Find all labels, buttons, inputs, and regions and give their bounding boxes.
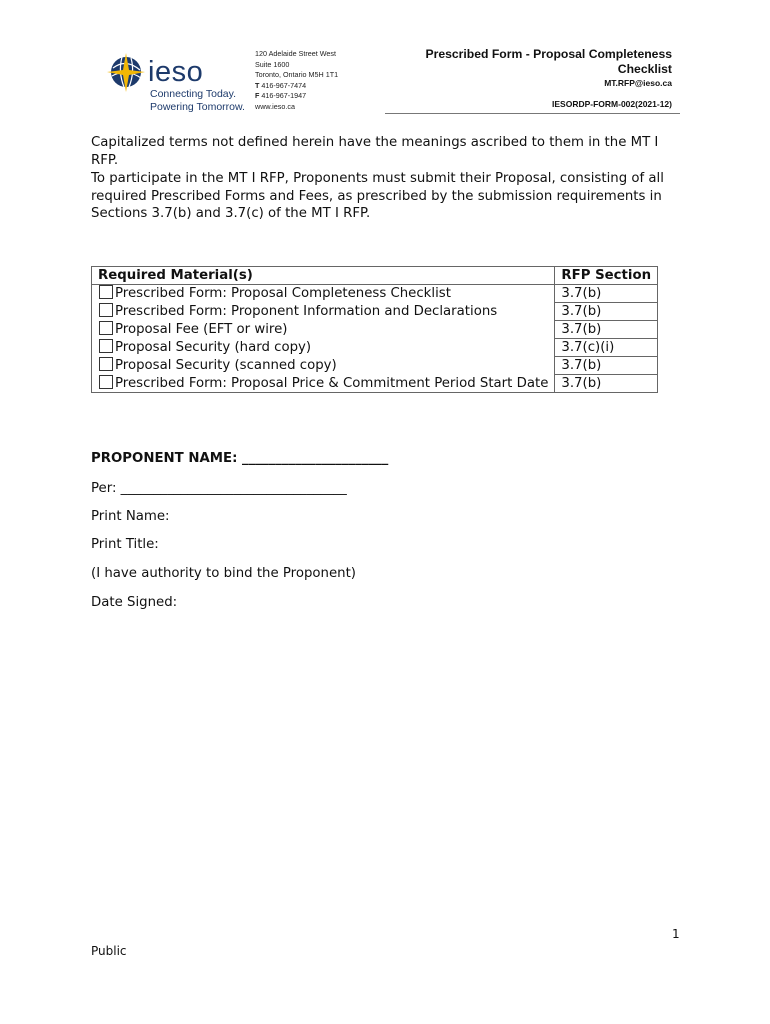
section-cell: 3.7(b) bbox=[555, 357, 658, 375]
checkbox-icon[interactable] bbox=[99, 303, 113, 317]
page-number: 1 bbox=[672, 927, 680, 941]
material-cell bbox=[92, 303, 555, 321]
material-column-header: Required Material(s) bbox=[92, 267, 555, 285]
ieso-logo-icon bbox=[104, 48, 150, 94]
table-row bbox=[92, 339, 658, 357]
material-label: Proposal Security (hard copy) bbox=[115, 340, 312, 355]
intro-paragraph-1: Capitalized terms not defined herein have the meanings ascribed to them in the MT I RFP. bbox=[91, 135, 659, 168]
checkbox-icon[interactable] bbox=[99, 375, 113, 389]
table-header-row bbox=[92, 267, 658, 285]
checkbox-icon[interactable] bbox=[99, 285, 113, 299]
material-label: Prescribed Form: Proposal Price & Commitment Period Start Date bbox=[115, 375, 549, 391]
checkbox-icon[interactable] bbox=[99, 357, 113, 371]
address-block bbox=[255, 49, 338, 113]
table-row bbox=[92, 357, 658, 375]
per-signature-field[interactable]: Per: __________________________________ bbox=[91, 481, 347, 496]
table-row bbox=[92, 321, 658, 339]
date-signed-field[interactable]: Date Signed: bbox=[91, 595, 178, 610]
section-cell: 3.7(b) bbox=[555, 285, 658, 303]
fax-label: F bbox=[255, 91, 260, 101]
material-label: Prescribed Form: Proposal Completeness Checklist bbox=[115, 286, 451, 302]
section-cell: 3.7(b) bbox=[555, 375, 658, 393]
ieso-logo bbox=[104, 48, 252, 114]
material-label: Proposal Security (scanned copy) bbox=[115, 358, 337, 373]
phone-label: T bbox=[255, 80, 260, 90]
form-code: IESORDP-FORM-002(2021-12) bbox=[552, 99, 672, 109]
tagline-line-1: Connecting Today. bbox=[150, 88, 237, 100]
print-name-field[interactable]: Print Name: bbox=[91, 509, 170, 524]
material-label: Proposal Fee (EFT or wire) bbox=[115, 322, 288, 337]
proponent-name-field[interactable]: PROPONENT NAME: ______________________ bbox=[91, 451, 389, 466]
address-suite: Suite 1600 bbox=[255, 59, 290, 69]
section-column-header: RFP Section bbox=[555, 267, 658, 285]
print-title-field[interactable]: Print Title: bbox=[91, 537, 159, 552]
table-row bbox=[92, 375, 658, 393]
address-fax bbox=[255, 91, 338, 102]
section-cell: 3.7(b) bbox=[555, 321, 658, 339]
contact-email[interactable]: MT.RFP@ieso.ca bbox=[604, 78, 672, 88]
phone-number: 416-967-7474 bbox=[261, 80, 307, 90]
checkbox-icon[interactable] bbox=[99, 339, 113, 353]
tagline-line-2: Powering Tomorrow. bbox=[150, 101, 245, 113]
section-cell: 3.7(c)(i) bbox=[555, 339, 658, 357]
material-label: Prescribed Form: Proponent Information and Declarations bbox=[115, 304, 498, 319]
authority-statement: (I have authority to bind the Proponent) bbox=[91, 566, 356, 581]
material-cell bbox=[92, 375, 555, 393]
address-city: Toronto, Ontario M5H 1T1 bbox=[255, 70, 339, 80]
section-cell: 3.7(b) bbox=[555, 303, 658, 321]
material-cell bbox=[92, 339, 555, 357]
form-title: Prescribed Form - Proposal Completeness Checklist bbox=[425, 47, 672, 76]
address-web[interactable]: www.ieso.ca bbox=[255, 101, 295, 111]
address-street: 120 Adelaide Street West bbox=[255, 49, 336, 58]
header-divider bbox=[385, 113, 680, 114]
classification-label: Public bbox=[91, 944, 127, 958]
address-phone bbox=[255, 81, 338, 92]
material-cell bbox=[92, 357, 555, 375]
fax-number: 416-967-1947 bbox=[261, 91, 307, 101]
logo-wordmark: ieso bbox=[148, 56, 204, 88]
table-row bbox=[92, 285, 658, 303]
material-cell bbox=[92, 285, 555, 303]
required-materials-table bbox=[91, 266, 658, 393]
material-cell bbox=[92, 321, 555, 339]
table-row bbox=[92, 303, 658, 321]
checkbox-icon[interactable] bbox=[99, 321, 113, 335]
intro-paragraph-2: To participate in the MT I RFP, Proponents must submit their Proposal, consisting of all required Prescribed Forms and Fees, as prescribed by the submission requirements in Sections 3.7(b) and 3.7(c) of the MT I RFP. bbox=[91, 171, 664, 221]
